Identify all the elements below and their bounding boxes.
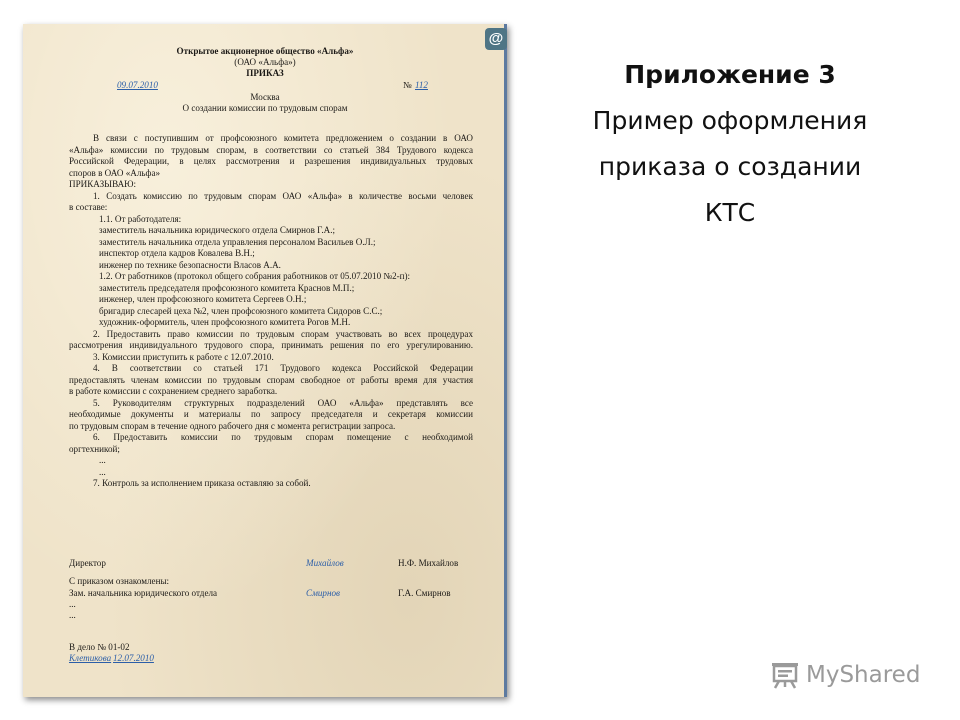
- file-date: 12.07.2010: [113, 653, 154, 663]
- slide-subtitle-line: КТС: [704, 198, 756, 227]
- doc-body-line: ...: [99, 466, 106, 477]
- doc-body-line: необходимые документы и материалы по запросу председателя и секретаря комиссии: [69, 409, 473, 419]
- doc-body-line: оргтехникой;: [69, 443, 120, 454]
- doc-body-line: 5. Руководителям структурных подразделений ОАО «Альфа» представлять все: [93, 397, 473, 408]
- doc-body-line: 1. Создать комиссию по трудовым спорам ОАО «Альфа» в количестве восьми человек: [93, 190, 473, 201]
- ack-dots: ...: [69, 599, 76, 609]
- doc-body-line: 3. Комиссии приступить к работе с 12.07.2010.: [93, 351, 274, 362]
- ack-signature: Смирнов: [306, 588, 340, 598]
- doc-body-line: художник-оформитель, член профсоюзного комитета Рогов М.Н.: [99, 317, 351, 327]
- doc-body-line: ...: [99, 455, 106, 465]
- file-signature: Клетикова: [69, 653, 112, 663]
- slide-title-line: Приложение 3: [624, 60, 836, 89]
- ack-position: Зам. начальника юридического отдела: [69, 588, 218, 598]
- doc-body-line: инспектор отдела кадров Ковалева В.Н.;: [99, 248, 255, 258]
- doc-body-line: споров в ОАО «Альфа»: [69, 167, 161, 178]
- doc-body-line: ПРИКАЗЫВАЮ:: [69, 179, 137, 189]
- projector-screen-icon: [770, 660, 800, 690]
- org-short-name: (ОАО «Альфа»): [234, 57, 296, 67]
- doc-body-line: 7. Контроль за исполнением приказа оставляю за собой.: [93, 478, 311, 488]
- org-name: Открытое акционерное общество «Альфа»: [176, 46, 354, 56]
- ack-label: С приказом ознакомлены:: [69, 576, 170, 586]
- director-label: Директор: [69, 558, 106, 568]
- doc-body-line: рассмотрения индивидуального трудового спора, принимать решения по его урегулированию.: [69, 340, 473, 350]
- doc-body-line: в составе:: [69, 202, 108, 212]
- director-name: Н.Ф. Михайлов: [398, 558, 459, 568]
- doc-city: Москва: [250, 92, 280, 102]
- ack-name: Г.А. Смирнов: [398, 588, 451, 598]
- doc-body-line: 2. Предоставить право комиссии по трудовым спорам участвовать во всех процедурах: [93, 328, 473, 339]
- at-sign-icon: @: [485, 28, 507, 50]
- director-signature: Михайлов: [306, 558, 344, 568]
- ack-dots: ...: [69, 610, 76, 620]
- file-note: В дело № 01-02: [69, 642, 130, 652]
- doc-body-line: по трудовым спорам в течение одного рабочего дня с момента регистрации запроса.: [69, 420, 396, 431]
- doc-body-line: 1.2. От работников (протокол общего собрания работников от 05.07.2010 №2-п):: [99, 271, 411, 281]
- doc-number-label: №: [403, 80, 412, 90]
- slide-subtitle-line: Пример оформления: [592, 106, 868, 135]
- doc-body-line: 6. Предоставить комиссии по трудовым спорам помещение с необходимой: [93, 432, 473, 442]
- doc-body-line: «Альфа» комиссии по трудовым спорам, в соответствии со статьей 384 Трудового кодекса: [69, 144, 473, 155]
- doc-type: ПРИКАЗ: [246, 68, 284, 78]
- doc-body-line: заместитель начальника отдела управления персоналом Васильев О.Л.;: [99, 236, 376, 247]
- slide-subtitle-line: приказа о создании: [598, 152, 862, 181]
- doc-body-line: инженер по технике безопасности Власов А.А.: [99, 259, 281, 270]
- doc-body-line: заместитель председателя профсоюзного комитета Краснов М.П.;: [99, 282, 355, 293]
- doc-body-line: инженер, член профсоюзного комитета Сергеев О.Н.;: [99, 294, 307, 304]
- doc-body-line: В связи с поступившим от профсоюзного комитета предложением о создании в ОАО: [93, 133, 473, 143]
- doc-body-line: 4. В соответствии со статьей 171 Трудового кодекса Российской Федерации: [93, 363, 473, 373]
- doc-body-line: Российской Федерации, в целях рассмотрения и разрешения индивидуальных трудовых: [69, 156, 473, 166]
- doc-body-line: в работе комиссии с сохранением среднего заработка.: [69, 386, 278, 396]
- doc-subject: О создании комиссии по трудовым спорам: [182, 103, 348, 113]
- logo-text: MyShared: [806, 662, 921, 688]
- order-document-image: [23, 24, 507, 697]
- doc-number: 112: [415, 80, 428, 90]
- doc-body-line: предоставлять членам комиссии по трудовым спорам свободное от работы время для участия: [69, 374, 473, 385]
- doc-date: 09.07.2010: [117, 80, 158, 90]
- doc-body-line: бригадир слесарей цеха №2, член профсоюзного комитета Сидоров С.С.;: [99, 305, 383, 316]
- myshared-logo[interactable]: [770, 658, 920, 692]
- doc-body-line: 1.1. От работодателя:: [99, 213, 182, 224]
- slide-title: [530, 52, 930, 236]
- doc-body-line: заместитель начальника юридического отдела Смирнов Г.А.;: [99, 225, 336, 235]
